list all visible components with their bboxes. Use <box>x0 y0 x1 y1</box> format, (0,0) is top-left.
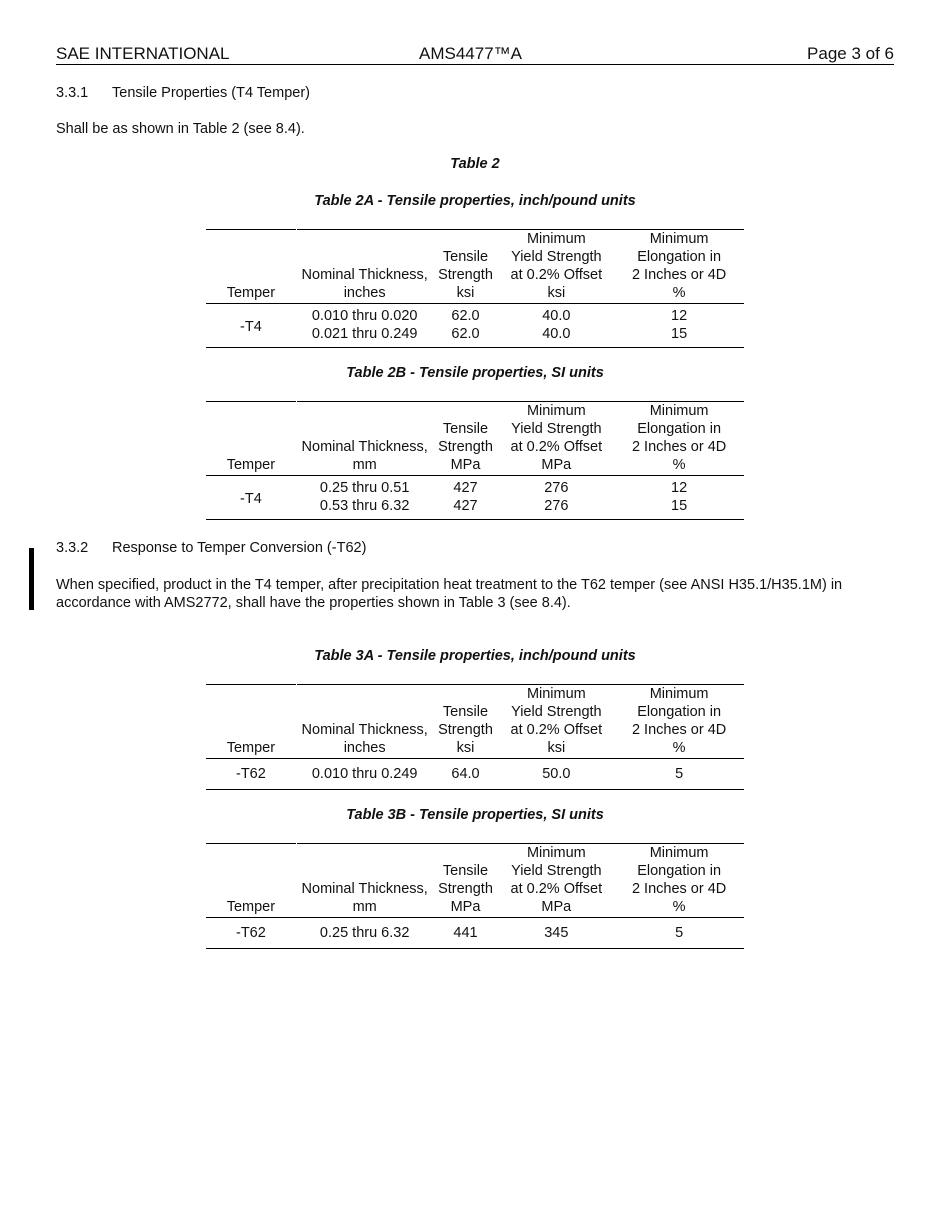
table-header-row <box>206 402 744 476</box>
cell-thickness: 0.53 thru 6.32 <box>296 497 432 520</box>
table-header-row <box>206 230 744 304</box>
col-thickness: Nominal Thickness, mm <box>296 402 432 476</box>
table-header-row <box>206 844 744 918</box>
cell-yield: 276 <box>498 497 614 520</box>
cell-tensile: 62.0 <box>451 308 480 324</box>
cell-thickness: 0.010 thru 0.249 <box>296 759 432 790</box>
header-org: SAE INTERNATIONAL <box>56 44 230 63</box>
col-elongation: Minimum Elongation in 2 Inches or 4D % <box>614 230 744 304</box>
table-2-title: Table 2 <box>450 156 500 172</box>
section-number: 3.3.2 <box>56 540 89 556</box>
table-header-row <box>206 685 744 759</box>
cell-tensile: 62.0 <box>433 325 499 348</box>
col-tensile: Tensile Strength ksi <box>433 230 499 304</box>
cell-thickness: 0.25 thru 6.32 <box>296 918 432 949</box>
cell-thickness: 0.010 thru 0.020 <box>311 308 418 324</box>
table-3a <box>206 684 744 790</box>
section-title: Tensile Properties (T4 Temper) <box>112 85 310 101</box>
table-row <box>206 304 744 326</box>
table-2a <box>206 229 744 348</box>
section-331-text: Shall be as shown in Table 2 (see 8.4). <box>56 121 305 137</box>
table-2a-caption: Table 2A - Tensile properties, inch/pound units <box>314 193 636 209</box>
cell-yield: 50.0 <box>498 759 614 790</box>
cell-tensile: 427 <box>453 480 478 496</box>
section-332-text: When specified, product in the T4 temper, after precipitation heat treatment to the T62 temper (see ANSI H35.1/H35.1M) in accordance with AMS2772, shall have the properties shown in Table 3 (see 8.4). <box>56 577 843 611</box>
cell-elongation: 12 <box>671 480 688 496</box>
cell-temper: -T62 <box>206 918 296 949</box>
cell-yield: 40.0 <box>542 308 571 324</box>
col-tensile: Tensile Strength ksi <box>433 685 499 759</box>
col-elongation: Minimum Elongation in 2 Inches or 4D % <box>614 402 744 476</box>
table-row <box>206 918 744 949</box>
table-2b-caption: Table 2B - Tensile properties, SI units <box>346 365 604 381</box>
col-thickness: Nominal Thickness, inches <box>296 685 432 759</box>
cell-elongation: 15 <box>614 325 744 348</box>
col-thickness: Nominal Thickness, inches <box>296 230 432 304</box>
cell-thickness: 0.25 thru 0.51 <box>319 480 410 496</box>
col-yield: Minimum Yield Strength at 0.2% Offset ksi <box>498 685 614 759</box>
col-temper: Temper <box>206 230 296 304</box>
section-331-heading <box>56 84 901 102</box>
col-tensile: Tensile Strength MPa <box>433 844 499 918</box>
col-yield: Minimum Yield Strength at 0.2% Offset MPa <box>498 402 614 476</box>
cell-temper: -T4 <box>206 304 296 348</box>
col-temper: Temper <box>206 844 296 918</box>
section-number: 3.3.1 <box>56 85 89 101</box>
cell-yield: 40.0 <box>498 325 614 348</box>
cell-elongation: 5 <box>614 918 744 949</box>
section-332-heading <box>56 539 901 557</box>
cell-temper: -T62 <box>206 759 296 790</box>
header-doc-id: AMS4477™A <box>419 44 522 63</box>
table-3b-caption: Table 3B - Tensile properties, SI units <box>346 807 604 823</box>
col-yield: Minimum Yield Strength at 0.2% Offset MPa <box>498 844 614 918</box>
table-2b <box>206 401 744 520</box>
cell-temper: -T4 <box>206 476 296 520</box>
cell-tensile: 64.0 <box>433 759 499 790</box>
table-row <box>206 759 744 790</box>
col-elongation: Minimum Elongation in 2 Inches or 4D % <box>614 685 744 759</box>
page-header <box>56 44 894 65</box>
table-row <box>206 476 744 498</box>
section-title: Response to Temper Conversion (-T62) <box>112 540 367 556</box>
col-yield: Minimum Yield Strength at 0.2% Offset ksi <box>498 230 614 304</box>
col-thickness: Nominal Thickness, mm <box>296 844 432 918</box>
cell-elongation: 5 <box>614 759 744 790</box>
cell-tensile: 427 <box>433 497 499 520</box>
cell-yield: 276 <box>544 480 569 496</box>
cell-elongation: 12 <box>671 308 688 324</box>
cell-tensile: 441 <box>433 918 499 949</box>
col-temper: Temper <box>206 402 296 476</box>
table-3a-caption: Table 3A - Tensile properties, inch/pound units <box>314 648 636 664</box>
table-3b <box>206 843 744 949</box>
col-elongation: Minimum Elongation in 2 Inches or 4D % <box>614 844 744 918</box>
col-tensile: Tensile Strength MPa <box>433 402 499 476</box>
cell-thickness: 0.021 thru 0.249 <box>296 325 432 348</box>
col-temper: Temper <box>206 685 296 759</box>
cell-elongation: 15 <box>614 497 744 520</box>
revision-change-bar <box>29 548 34 610</box>
header-page-number: Page 3 of 6 <box>807 44 894 63</box>
cell-yield: 345 <box>498 918 614 949</box>
